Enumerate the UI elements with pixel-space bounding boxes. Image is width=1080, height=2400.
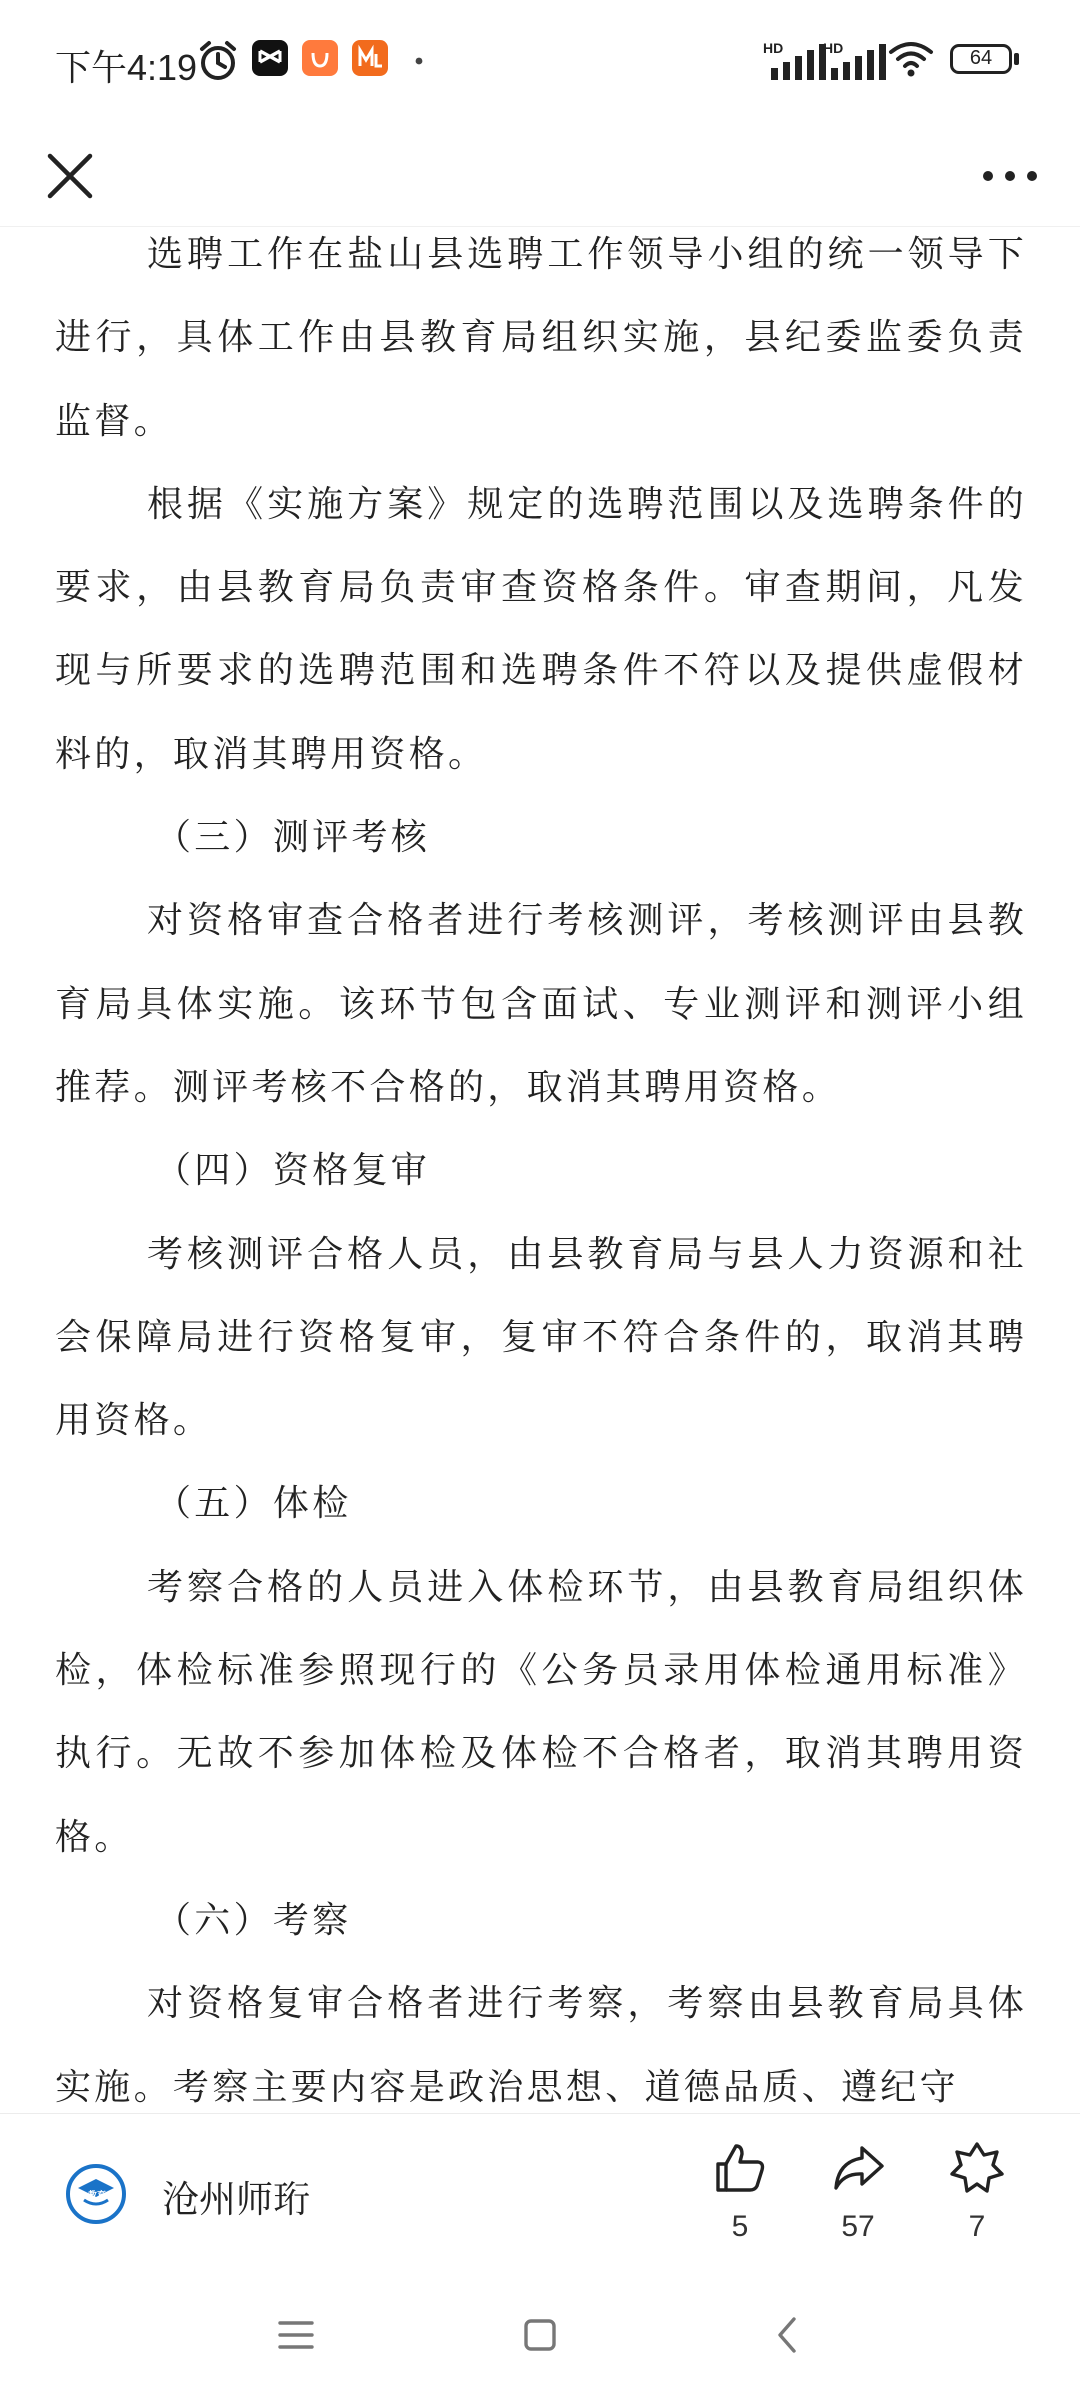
signal-1-hd-label: HD: [763, 40, 784, 56]
article-paragraph: 对资格复审合格者进行考察，考察由县教育局具体实施。考察主要内容是政治思想、道德品质、遵纪守: [55, 1983, 1027, 2108]
thumbs-up-icon: [712, 2140, 768, 2196]
favorite-count: 7: [968, 2210, 986, 2243]
bottom-action-bar: [0, 2113, 1080, 2271]
status-bar: [0, 0, 1080, 126]
logo-text: 教育: [88, 2191, 107, 2201]
like-button[interactable]: [685, 2140, 795, 2260]
system-nav-bar: [0, 2270, 1080, 2400]
mall-app-icon: [302, 40, 338, 76]
menu-button[interactable]: [266, 2305, 326, 2365]
signal-2-hd-label: HD: [823, 40, 844, 56]
account-name[interactable]: 沧州师珩: [162, 2178, 310, 2221]
capcut-app-icon: [252, 40, 288, 76]
favorite-button[interactable]: [922, 2140, 1032, 2260]
article-paragraph: 对资格审查合格者进行考核测评，考核测评由县教育局具体实施。该环节包含面试、专业测评和测评小组推荐。测评考核不合格的，取消其聘用资格。: [55, 900, 1027, 1108]
account-logo[interactable]: [64, 2162, 128, 2226]
alarm-icon: [198, 40, 238, 82]
more-dots-icon: [970, 136, 1050, 216]
section-heading: （五）体检: [155, 1483, 352, 1525]
battery-level: 64: [969, 47, 993, 69]
close-icon: [30, 136, 110, 216]
more-options-button[interactable]: [970, 136, 1050, 216]
home-icon: [510, 2305, 570, 2365]
share-arrow-icon: [830, 2140, 886, 2196]
status-time: 下午4:19: [55, 47, 198, 88]
notification-dot-icon: [414, 56, 424, 66]
section-heading: （四）资格复审: [155, 1150, 431, 1192]
battery-indicator: [950, 44, 1022, 76]
app-bar: [0, 126, 1080, 227]
section-heading: （三）测评考核: [155, 817, 431, 859]
signal-2-indicator: [823, 40, 895, 80]
article-body: [55, 213, 1027, 2113]
back-button[interactable]: [758, 2305, 818, 2365]
video-app-icon: [352, 40, 388, 76]
article-paragraph: 根据《实施方案》规定的选聘范围以及选聘条件的要求，由县教育局负责审查资格条件。审查期间，凡发现与所要求的选聘范围和选聘条件不符以及提供虚假材料的，取消其聘用资格。: [55, 483, 1027, 775]
back-icon: [758, 2305, 818, 2365]
menu-icon: [266, 2305, 326, 2365]
close-button[interactable]: [30, 136, 110, 216]
article-paragraph: 选聘工作在盐山县选聘工作领导小组的统一领导下进行，具体工作由县教育局组织实施，县纪委监委负责监督。: [55, 234, 1027, 442]
share-count: 57: [841, 2210, 875, 2243]
home-button[interactable]: [510, 2305, 570, 2365]
like-count: 5: [731, 2210, 749, 2243]
favorite-star-icon: [949, 2140, 1005, 2196]
article-paragraph: 考察合格的人员进入体检环节，由县教育局组织体检，体检标准参照现行的《公务员录用体检通用标准》执行。无故不参加体检及体检不合格者，取消其聘用资格。: [55, 1566, 1027, 1858]
share-button[interactable]: [803, 2140, 913, 2260]
section-heading: （六）考察: [155, 1899, 352, 1941]
article-paragraph: 考核测评合格人员，由县教育局与县人力资源和社会保障局进行资格复审，复审不符合条件的，取消其聘用资格。: [55, 1233, 1027, 1442]
wifi-icon: [888, 40, 934, 78]
signal-bars-icon: [831, 44, 895, 80]
